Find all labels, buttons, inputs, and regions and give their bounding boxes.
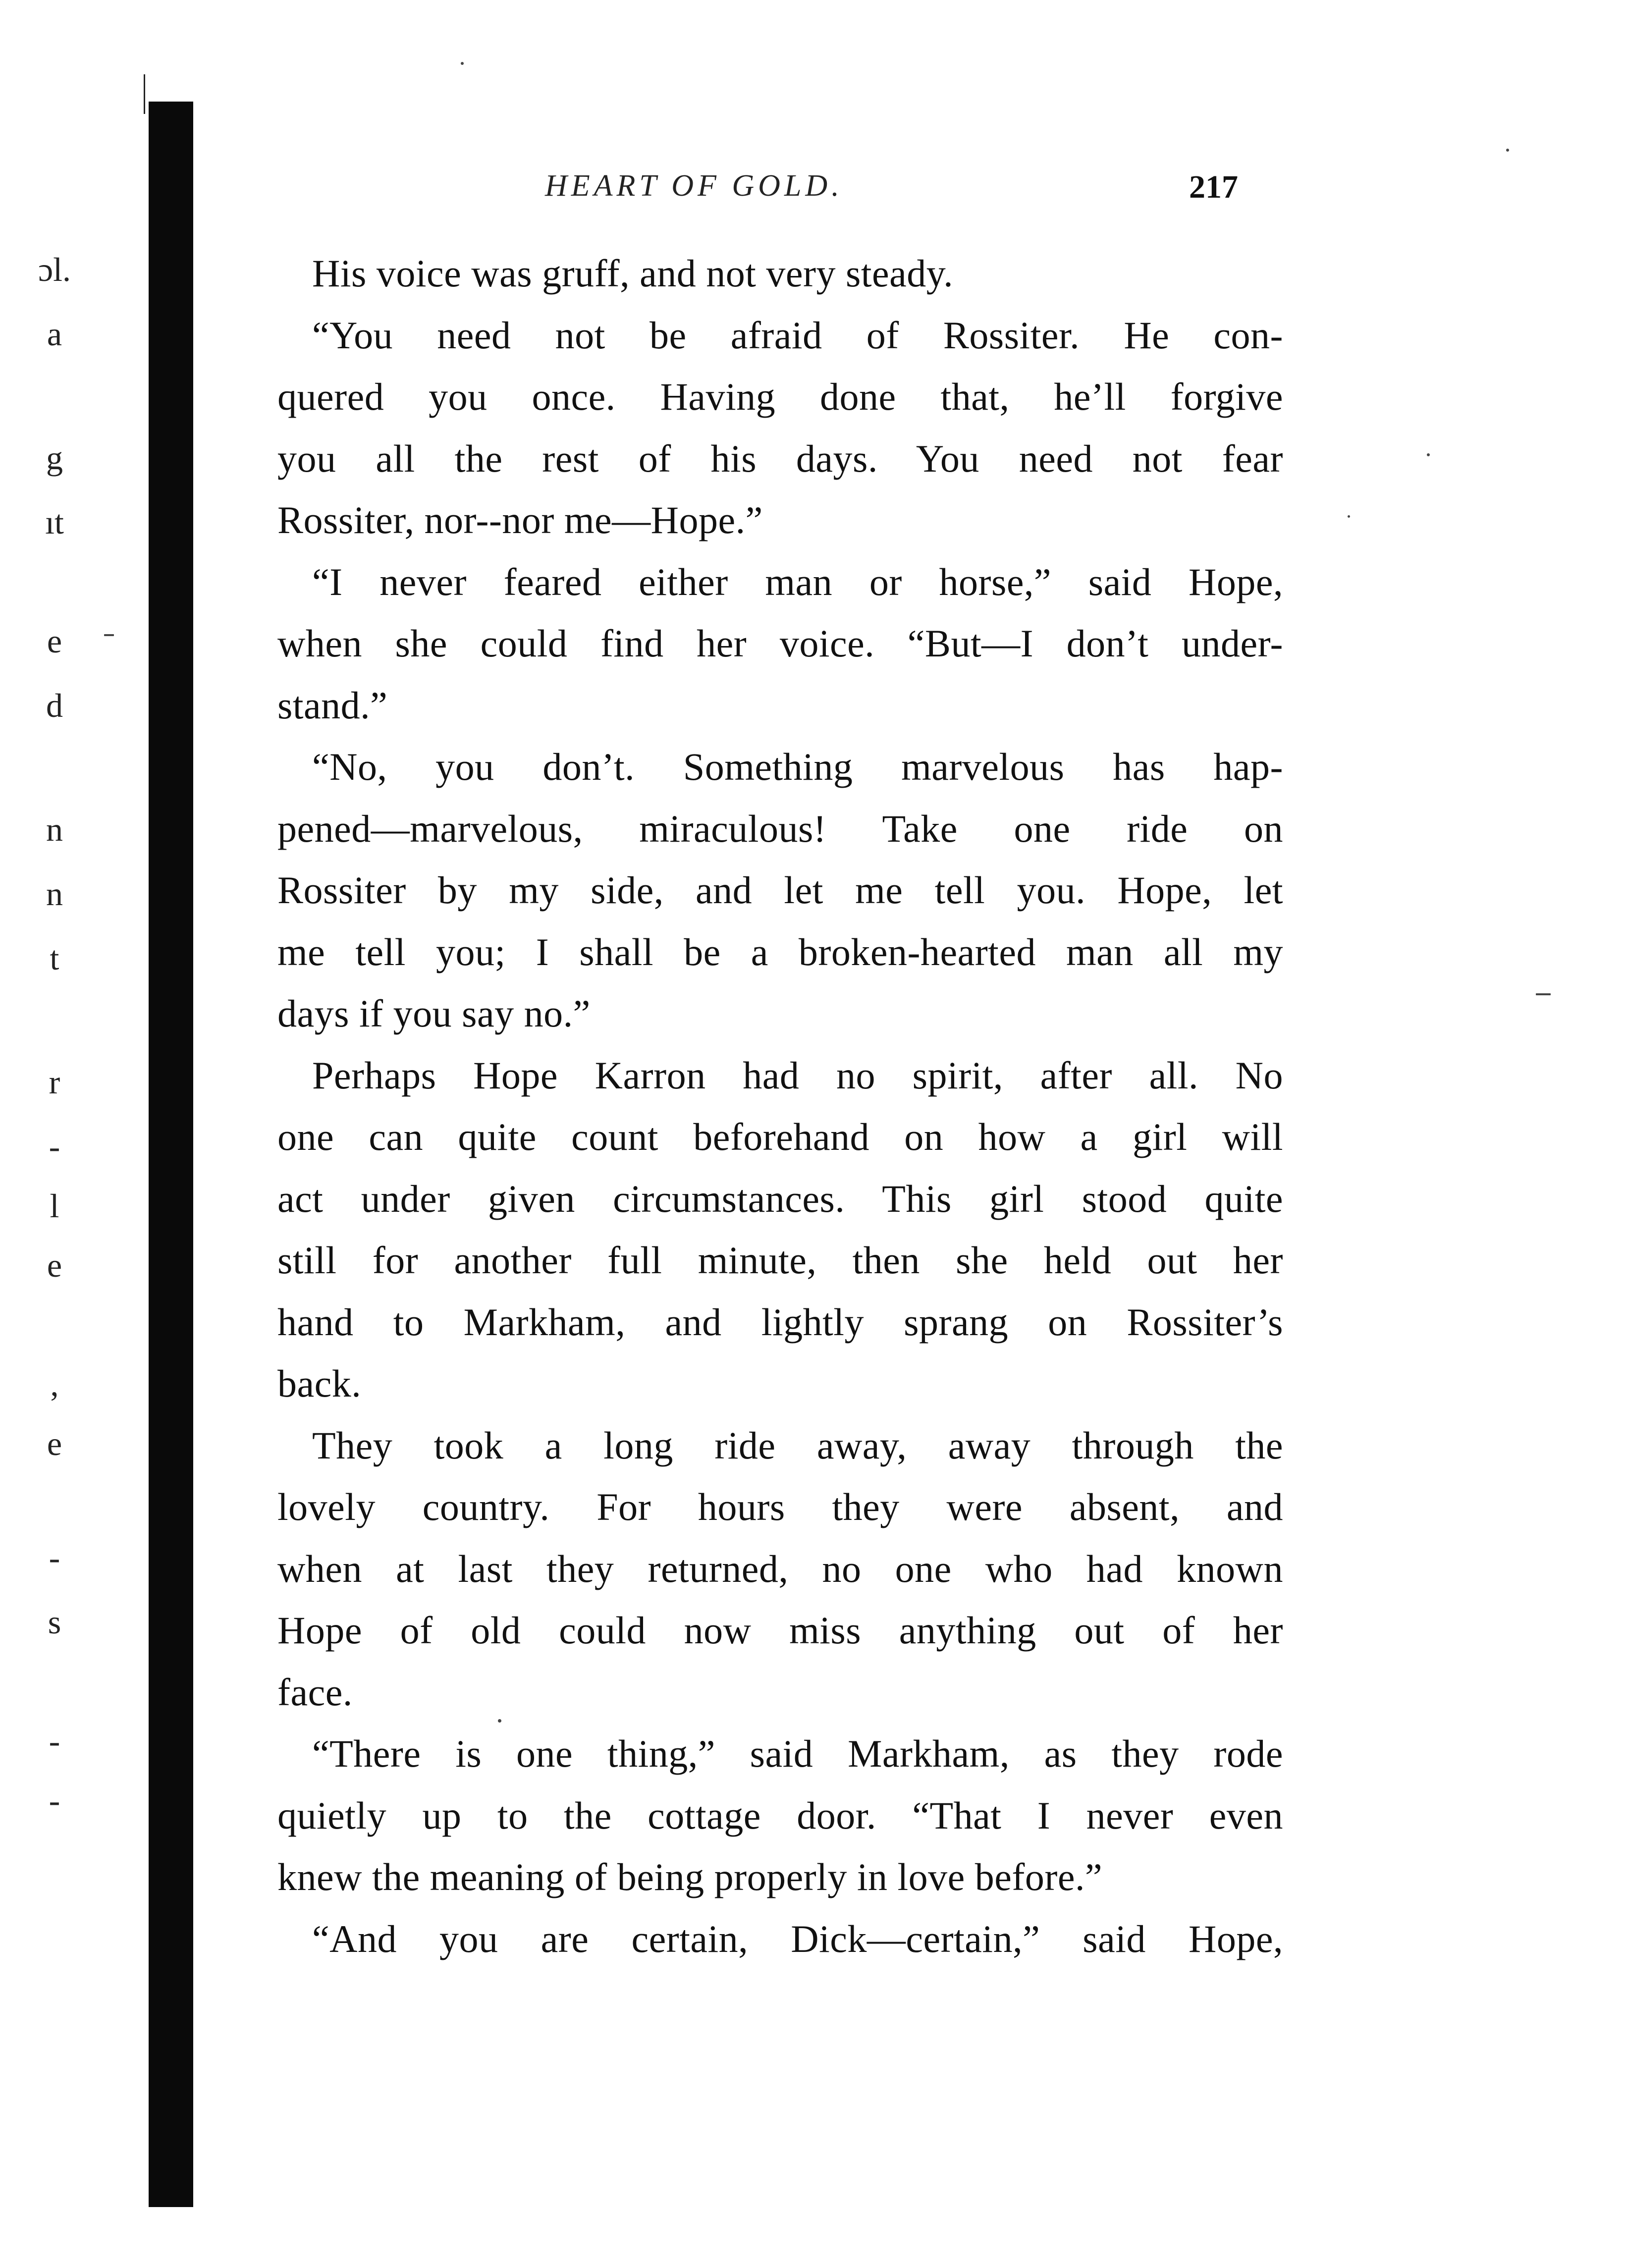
- facing-page-letter: ,: [50, 1365, 59, 1403]
- text-line: “And you are certain, Dick—certain,” said Hope,: [312, 1917, 1283, 1960]
- text-line: They took a long ride away, away through the: [312, 1423, 1283, 1467]
- text-line: act under given circumstances. This girl stood quite: [277, 1177, 1283, 1220]
- text-line: His voice was gruff, and not very steady.: [312, 252, 954, 295]
- text-line: pened—marvelous, miraculous! Take one ride on: [277, 807, 1283, 850]
- text-line: “There is one thing,” said Markham, as they rode: [312, 1732, 1283, 1775]
- text-line: still for another full minute, then she held out her: [277, 1239, 1283, 1282]
- facing-page-letter: a: [47, 315, 62, 353]
- print-speck: [1506, 149, 1509, 152]
- text-line: when she could find her voice. “But—I don’t under-: [277, 622, 1283, 665]
- facing-page-letter: e: [47, 1246, 62, 1284]
- facing-page-letter: -: [49, 1539, 60, 1576]
- facing-page-letter: n: [46, 810, 63, 848]
- facing-page-letter: r: [49, 1063, 60, 1101]
- text-line: hand to Markham, and lightly sprang on Rossiter’s: [277, 1300, 1283, 1344]
- print-speck: [461, 62, 464, 65]
- print-speck: [104, 634, 114, 636]
- text-line: stand.”: [277, 683, 388, 727]
- print-speck: [1348, 515, 1350, 518]
- facing-page-letter: -: [49, 1128, 60, 1165]
- facing-page-letter: e: [47, 1425, 62, 1462]
- print-speck: [1427, 453, 1430, 456]
- text-line: lovely country. For hours they were absent, and: [277, 1485, 1283, 1528]
- text-line: Perhaps Hope Karron had no spirit, after all. No: [312, 1053, 1283, 1097]
- text-line: face.: [277, 1670, 353, 1714]
- text-line: knew the meaning of being properly in love before.”: [277, 1855, 1103, 1898]
- text-line: quietly up to the cottage door. “That I never even: [277, 1793, 1283, 1837]
- facing-page-letter: d: [46, 687, 63, 724]
- facing-page-letter: -: [49, 1722, 60, 1760]
- facing-page-letter: ɔl.: [38, 251, 71, 288]
- facing-page-letter: l: [50, 1187, 59, 1225]
- page-number: 217: [1189, 169, 1238, 205]
- text-line: you all the rest of his days. You need not fear: [277, 436, 1283, 480]
- facing-page-letter: ıt: [45, 503, 64, 541]
- text-line: back.: [277, 1362, 362, 1405]
- facing-page-letter: t: [50, 939, 59, 977]
- text-line: me tell you; I shall be a broken-hearted man all my: [277, 930, 1283, 973]
- text-line: Hope of old could now miss anything out of her: [277, 1609, 1283, 1652]
- book-binding-shadow: [149, 102, 193, 2207]
- text-line: Rossiter, nor--nor me—Hope.”: [277, 498, 763, 541]
- text-line: Rossiter by my side, and let me tell you. Hope, let: [277, 868, 1283, 912]
- body-text: [277, 243, 1283, 1970]
- print-speck: [498, 1719, 501, 1723]
- facing-page-letter: n: [46, 875, 63, 913]
- text-line: when at last they returned, no one who had known: [277, 1547, 1283, 1590]
- print-speck: [1536, 993, 1551, 995]
- facing-page-letter: s: [48, 1603, 61, 1641]
- text-line: one can quite count beforehand on how a girl will: [277, 1115, 1283, 1158]
- text-line: “You need not be afraid of Rossiter. He con-: [312, 313, 1283, 357]
- facing-page-letter: -: [49, 1782, 60, 1819]
- text-line: quered you once. Having done that, he’ll forgive: [277, 375, 1283, 418]
- text-line: “No, you don’t. Something marvelous has hap-: [312, 745, 1283, 788]
- binding-edge: [144, 74, 145, 114]
- running-head: HEART OF GOLD.: [545, 169, 843, 203]
- text-line: “I never feared either man or horse,” said Hope,: [312, 560, 1283, 603]
- facing-page-letter: e: [47, 622, 62, 660]
- text-line: days if you say no.”: [277, 992, 591, 1035]
- facing-page-letter: g: [46, 439, 63, 477]
